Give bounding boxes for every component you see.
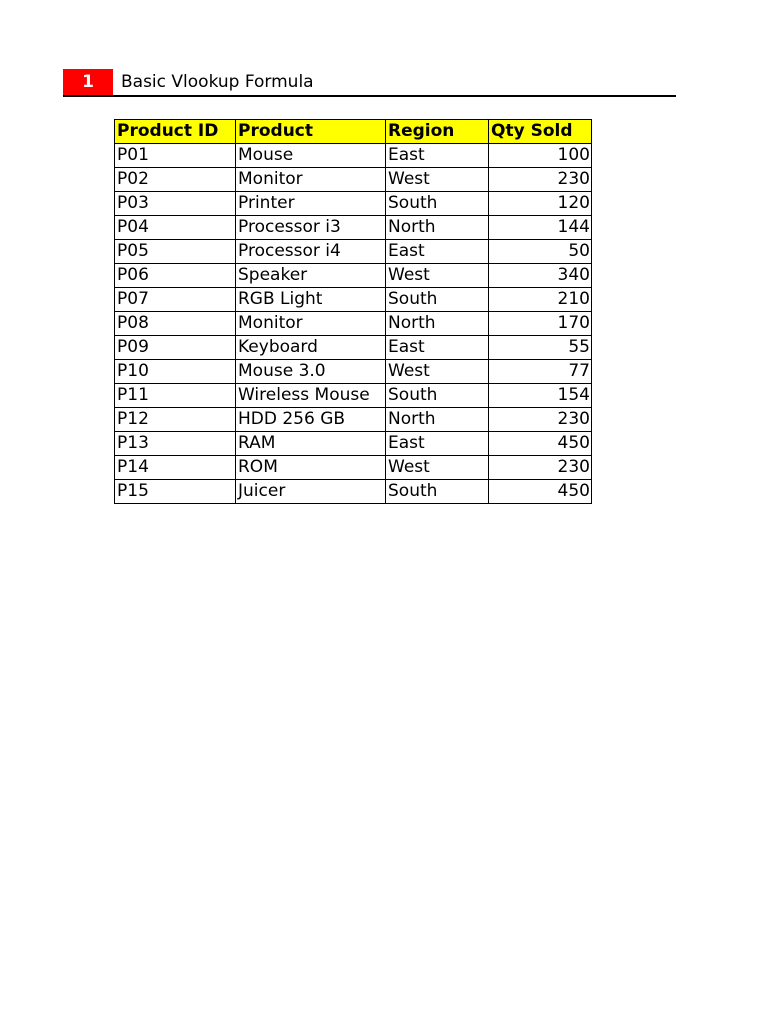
cell-region: South bbox=[386, 384, 489, 408]
cell-product: Monitor bbox=[236, 168, 386, 192]
cell-product: HDD 256 GB bbox=[236, 408, 386, 432]
cell-product: Wireless Mouse bbox=[236, 384, 386, 408]
cell-product: Speaker bbox=[236, 264, 386, 288]
cell-region: East bbox=[386, 144, 489, 168]
cell-product-id: P09 bbox=[115, 336, 236, 360]
table-row bbox=[115, 408, 592, 432]
cell-product-id: P14 bbox=[115, 456, 236, 480]
cell-product: Mouse 3.0 bbox=[236, 360, 386, 384]
cell-product-id: P11 bbox=[115, 384, 236, 408]
cell-qty-sold: 210 bbox=[489, 288, 592, 312]
cell-region: South bbox=[386, 288, 489, 312]
cell-region: East bbox=[386, 240, 489, 264]
cell-qty-sold: 50 bbox=[489, 240, 592, 264]
cell-region: North bbox=[386, 408, 489, 432]
table-row bbox=[115, 240, 592, 264]
cell-region: East bbox=[386, 336, 489, 360]
cell-product: Keyboard bbox=[236, 336, 386, 360]
section-number-badge: 1 bbox=[63, 69, 113, 95]
table-row bbox=[115, 288, 592, 312]
cell-product-id: P06 bbox=[115, 264, 236, 288]
cell-region: South bbox=[386, 192, 489, 216]
cell-product-id: P08 bbox=[115, 312, 236, 336]
cell-product-id: P02 bbox=[115, 168, 236, 192]
cell-qty-sold: 120 bbox=[489, 192, 592, 216]
cell-product: Monitor bbox=[236, 312, 386, 336]
cell-product-id: P10 bbox=[115, 360, 236, 384]
table-row bbox=[115, 360, 592, 384]
section-heading bbox=[63, 69, 676, 97]
table-row bbox=[115, 264, 592, 288]
cell-qty-sold: 100 bbox=[489, 144, 592, 168]
table-row bbox=[115, 168, 592, 192]
product-table bbox=[114, 119, 592, 504]
cell-qty-sold: 450 bbox=[489, 480, 592, 504]
cell-region: West bbox=[386, 456, 489, 480]
cell-product-id: P07 bbox=[115, 288, 236, 312]
cell-region: North bbox=[386, 216, 489, 240]
cell-qty-sold: 230 bbox=[489, 456, 592, 480]
cell-region: West bbox=[386, 264, 489, 288]
cell-product-id: P03 bbox=[115, 192, 236, 216]
column-header-region: Region bbox=[386, 120, 489, 144]
cell-product-id: P13 bbox=[115, 432, 236, 456]
cell-region: North bbox=[386, 312, 489, 336]
table-row bbox=[115, 384, 592, 408]
cell-region: West bbox=[386, 168, 489, 192]
cell-product: Processor i3 bbox=[236, 216, 386, 240]
cell-product-id: P01 bbox=[115, 144, 236, 168]
cell-product: RAM bbox=[236, 432, 386, 456]
cell-qty-sold: 144 bbox=[489, 216, 592, 240]
cell-product: ROM bbox=[236, 456, 386, 480]
table-row bbox=[115, 456, 592, 480]
cell-region: South bbox=[386, 480, 489, 504]
cell-qty-sold: 170 bbox=[489, 312, 592, 336]
cell-product: Juicer bbox=[236, 480, 386, 504]
table-row bbox=[115, 312, 592, 336]
table-row bbox=[115, 216, 592, 240]
cell-region: East bbox=[386, 432, 489, 456]
cell-qty-sold: 154 bbox=[489, 384, 592, 408]
cell-product: RGB Light bbox=[236, 288, 386, 312]
cell-qty-sold: 230 bbox=[489, 408, 592, 432]
cell-region: West bbox=[386, 360, 489, 384]
table-body bbox=[115, 144, 592, 504]
cell-qty-sold: 55 bbox=[489, 336, 592, 360]
table-row bbox=[115, 336, 592, 360]
column-header-product: Product bbox=[236, 120, 386, 144]
cell-qty-sold: 450 bbox=[489, 432, 592, 456]
cell-product: Printer bbox=[236, 192, 386, 216]
column-header-product-id: Product ID bbox=[115, 120, 236, 144]
table-row bbox=[115, 480, 592, 504]
cell-qty-sold: 230 bbox=[489, 168, 592, 192]
cell-product: Processor i4 bbox=[236, 240, 386, 264]
table-row bbox=[115, 144, 592, 168]
cell-product-id: P15 bbox=[115, 480, 236, 504]
cell-qty-sold: 77 bbox=[489, 360, 592, 384]
table-row bbox=[115, 432, 592, 456]
cell-qty-sold: 340 bbox=[489, 264, 592, 288]
table-row bbox=[115, 192, 592, 216]
section-title: Basic Vlookup Formula bbox=[121, 72, 314, 92]
column-header-qty-sold: Qty Sold bbox=[489, 120, 592, 144]
cell-product-id: P04 bbox=[115, 216, 236, 240]
cell-product-id: P12 bbox=[115, 408, 236, 432]
cell-product: Mouse bbox=[236, 144, 386, 168]
table-header-row bbox=[115, 120, 592, 144]
cell-product-id: P05 bbox=[115, 240, 236, 264]
